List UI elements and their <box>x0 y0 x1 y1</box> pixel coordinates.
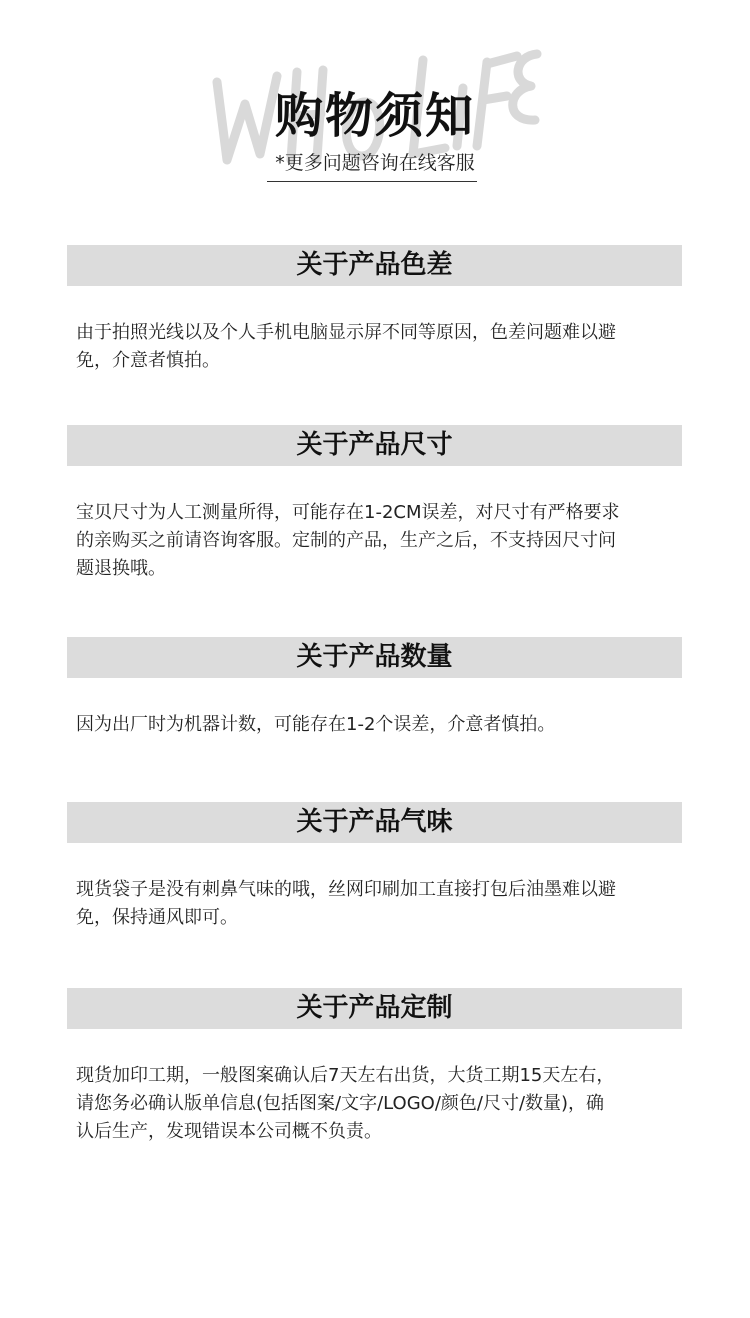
body-line: 因为出厂时为机器计数，可能存在1-2个误差，介意者慎拍。 <box>76 714 556 735</box>
subtitle-divider <box>267 181 477 182</box>
body-line: 题退换哦。 <box>76 558 166 579</box>
section-body <box>76 876 676 932</box>
page-header <box>0 0 750 200</box>
body-line: 免，介意者慎拍。 <box>76 350 220 371</box>
section-title: 关于产品尺寸 <box>296 430 453 460</box>
section-title: 关于产品气味 <box>296 807 453 837</box>
body-line: 认后生产，发现错误本公司概不负责。 <box>76 1121 382 1142</box>
section-title: 关于产品色差 <box>296 250 453 280</box>
page-subtitle: *更多问题咨询在线客服 <box>275 152 475 174</box>
section-body <box>76 319 676 375</box>
section-title: 关于产品定制 <box>296 993 453 1023</box>
body-line: 宝贝尺寸为人工测量所得，可能存在1-2CM误差，对尺寸有严格要求 <box>76 502 620 523</box>
body-line: 现货加印工期，一般图案确认后7天左右出货，大货工期15天左右， <box>76 1065 615 1086</box>
body-line: 现货袋子是没有刺鼻气味的哦，丝网印刷加工直接打包后油墨难以避 <box>76 879 616 900</box>
body-line: 请您务必确认版单信息(包括图案/文字/LOGO/颜色/尺寸/数量)，确 <box>76 1093 605 1114</box>
section-title: 关于产品数量 <box>296 642 453 672</box>
section-body <box>76 1062 676 1146</box>
section-body <box>76 711 676 739</box>
body-line: 由于拍照光线以及个人手机电脑显示屏不同等原因，色差问题难以避 <box>76 322 616 343</box>
body-line: 免，保持通风即可。 <box>76 907 238 928</box>
body-line: 的亲购买之前请咨询客服。定制的产品，生产之后，不支持因尺寸问 <box>76 530 616 551</box>
page-title: 购物须知 <box>274 88 475 144</box>
section-body <box>76 499 676 583</box>
